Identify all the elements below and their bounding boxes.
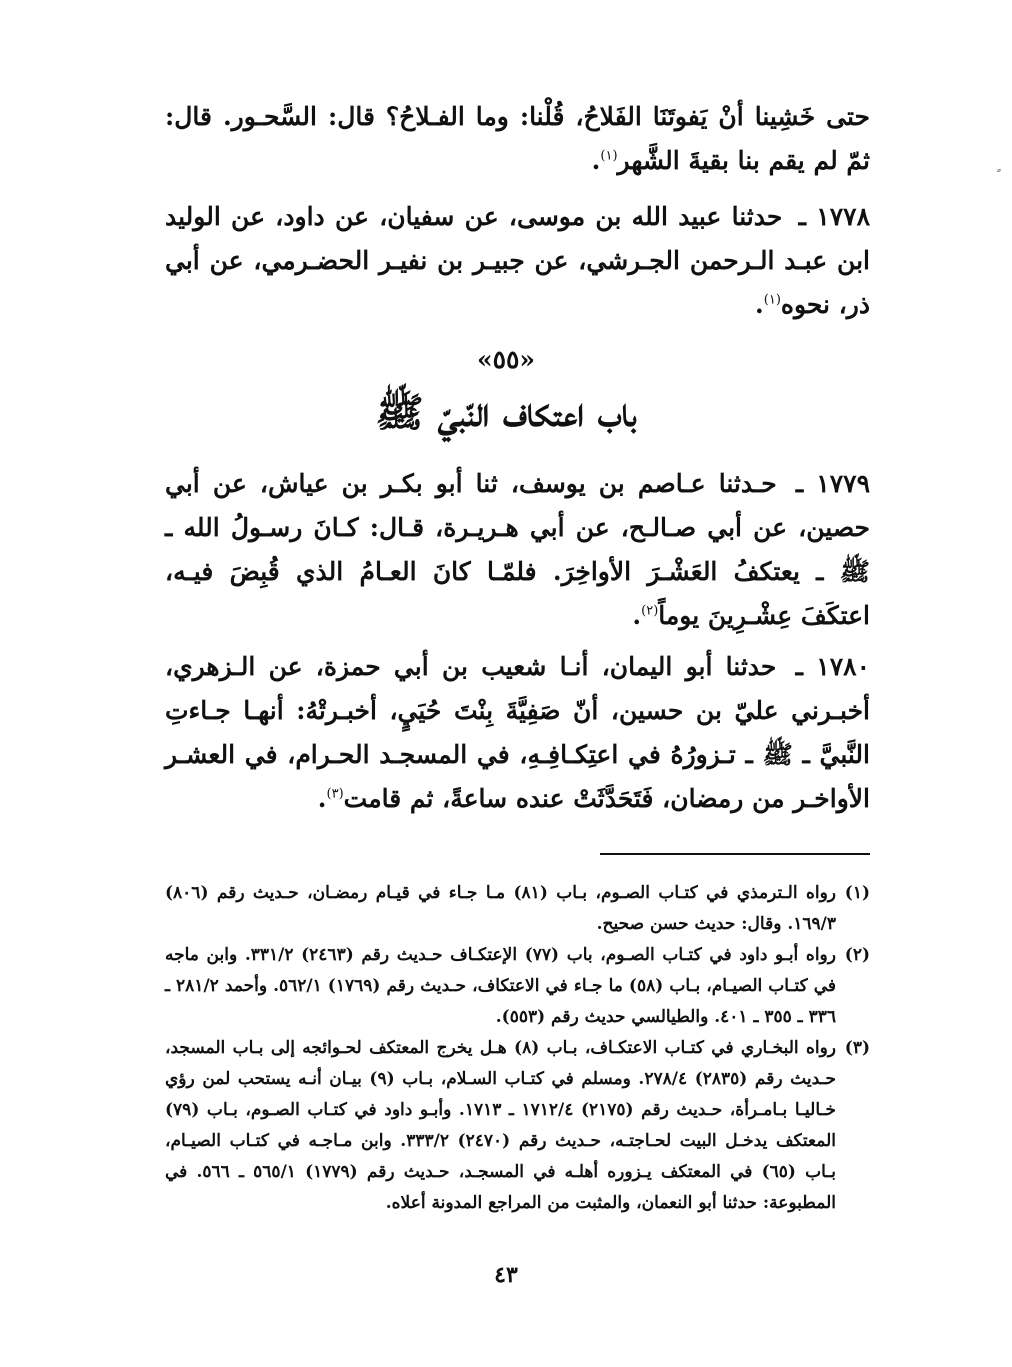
footnote-number: (١) (844, 883, 870, 903)
footnote-item (165, 1033, 870, 1219)
footnote-text: رواه البخـاري في كتـاب الاعتكـاف، بـاب (٨) هـل يخرج المعتكف لحـوائجه إلى بـاب المسجد، حـديث رقم (٢٨٣٥) ٢٧٨/٤. ومسلم في كتـاب السـلام، بـاب (٩) بيـان أنـه يستحب لمن رؤي خـاليـا بـامـرأة، حـديث رقم (٢١٧٥) ١٧١٢/٤ ـ ١٧١٣. وأبـو داود في كتـاب الصـوم، بـاب (٧٩) المعتكف يدخـل البيت لحـاجتـه، حـديث رقم (٢٤٧٠) ٣٣٣/٢. وابن مـاجـه في كتـاب الصيـام، بـاب (٦٥) في المعتكف يـزوره أهلـه في المسجـد، حـديث رقم (١٧٧٩) ٥٦٥/١ ـ ٥٦٦. في المطبوعة: حدثنا أبو النعمان، والمثبت من المراجع المدونة أعلاه. (165, 1038, 837, 1213)
hadith-1778 (165, 195, 870, 327)
hadith-number: ١٧٧٨ ـ (798, 202, 870, 231)
footnote-divider (600, 853, 870, 855)
paragraph-text: حتى خَشِينا أنْ يَفوتَنَا الفَلاحُ، قُلْنا: وما الفـلاحُ؟ قال: السَّحـور. قال: ثمّ لم يقم بنا بقيةَ الشَّهر (165, 102, 870, 175)
footnote-ref[interactable]: (٣) (326, 786, 344, 802)
footnote-number: (٢) (844, 945, 870, 965)
paragraph-text: حـدثنا عـاصم بن يوسف، ثنا أبو بكـر بن عياش، عن أبي حصين، عن أبي صـالـح، عن أبي هـريـرة، قـال: كـانَ رسـولُ الله ـ ﷺ ـ يعتكفُ العَشْـرَ الأواخِرَ. فلمّـا كانَ العـامُ الذي قُبِضَ فيـه، اعتكَفَ عِشْـرِينَ يوماً (165, 469, 870, 630)
footnote-ref[interactable]: (١) (763, 292, 781, 308)
footnote-item (165, 878, 870, 940)
page-number: ٤٣ (494, 1262, 518, 1288)
footnote-ref[interactable]: (٢) (641, 603, 659, 619)
paragraph-end: . (317, 784, 327, 813)
footnote-text: رواه أبـو داود في كتـاب الصـوم، باب (٧٧) الإعتكـاف حـديث رقم (٢٤٦٣) ٣٣١/٢. وابن ماجه في كتـاب الصيـام، بـاب (٥٨) ما جـاء في الاعتكاف، حـديث رقم (١٧٦٩) ٥٦٢/١. وأحمد ٢٨١/٢ ـ ٣٣٦ ـ ٣٥٥ ـ ٤٠١. والطيالسي حديث رقم (٥٥٣). (165, 945, 837, 1027)
paragraph-end: . (591, 146, 601, 175)
footnotes (165, 878, 870, 1219)
footnote-number: (٣) (844, 1038, 870, 1058)
hadith-number: ١٧٧٩ ـ (795, 469, 870, 498)
hadith-1780 (165, 645, 870, 821)
hadith-number: ١٧٨٠ ـ (795, 652, 870, 681)
paragraph-end: . (632, 601, 642, 630)
paragraph-text: حدثنا أبو اليمان، أنـا شعيب بن أبي حمزة، عن الـزهري، أخبـرني عليّ بن حسين، أنّ صَفِيَّةَ بِنْتَ حُيَيٍ، أخبـرتْهُ: أنهـا جـاءتِ النَّبيَّ ـ ﷺ ـ تـزورُهُ في اعتِكـافِـهِ، في المسجـد الحـرام، في العشـر الأواخـر من رمضان، فَتَحَدَّثَتْ عنده ساعةً، ثم قامت (165, 652, 870, 813)
footnote-ref[interactable]: (١) (600, 148, 618, 164)
hadith-1779 (165, 462, 870, 638)
footnote-text: رواه الـترمذي في كتـاب الصـوم، بـاب (٨١) مـا جـاء في قيـام رمضـان، حـديث رقم (٨٠٦) ١٦٩/٣. وقال: حديث حسن صحيح. (165, 883, 836, 934)
paragraph-end: . (755, 290, 764, 319)
footnote-item (165, 940, 870, 1033)
paragraph-continuation (165, 95, 870, 183)
chapter-number: «٥٥» (476, 345, 536, 374)
paragraph-text: حدثنا عبيد الله بن موسى، عن سفيان، عن داود، عن الوليد ابن عبـد الـرحمن الجـرشي، عن جبيـر بن نفيـر الحضـرمي، عن أبي ذر، نحوه (165, 202, 870, 319)
chapter-title: باب اعتكاف النّبيّ ﷺ (375, 389, 637, 436)
